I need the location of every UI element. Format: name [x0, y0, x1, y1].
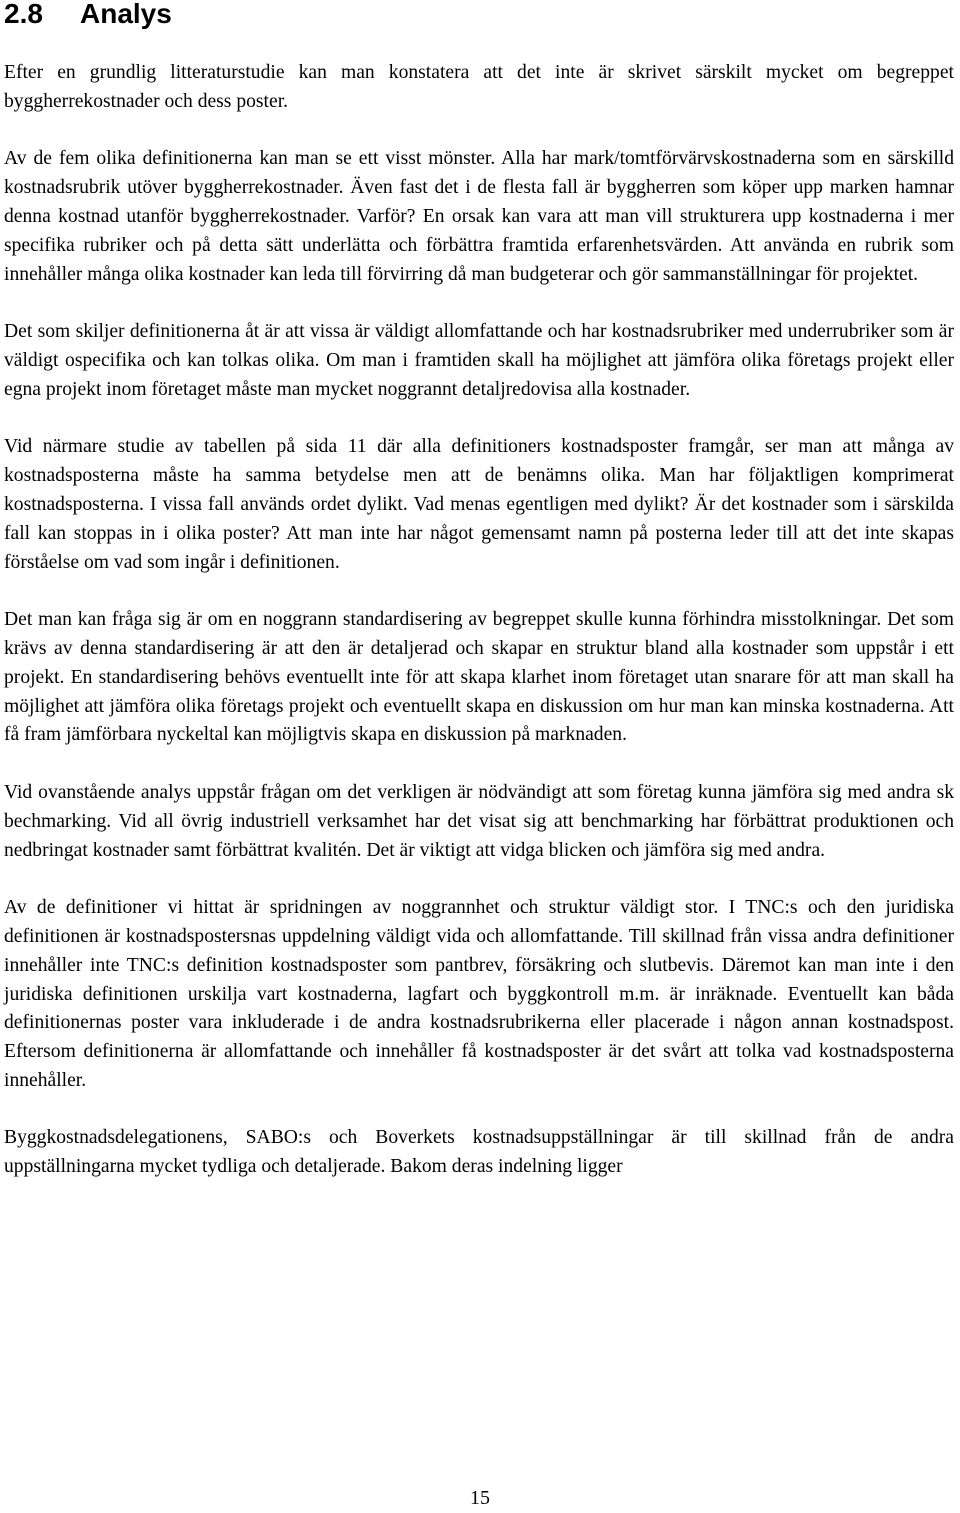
paragraph: Vid ovanstående analys uppstår frågan om det verkligen är nödvändigt att som företag kunna jämföra sig med andra sk bechmarking. Vid all övrig industriell verksamhet har det visat sig att benchmarking har förbättrat produktionen och nedbringat kostnader samt förbättrat kvalitén. Det är viktigt att vidga blicken och jämföra sig med andra. — [4, 781, 954, 861]
paragraph: Av de fem olika definitionerna kan man se ett visst mönster. Alla har mark/tomtförvärvskostnaderna som en särskilld kostnadsrubrik utöver byggherrekostnader. Även fast det i de flesta fall är byggherren som köper upp marken hamnar denna kostnad utanför byggherrekostnader. Varför? En orsak kan vara att man vill strukturera upp kostnaderna i mer specifika rubriker och på detta sätt underlätta och förbättra framtida erfarenhetsvärden. Att använda en rubrik som innehåller många olika kostnader kan leda till förvirring då man budgeterar och gör sammanställningar för projektet. — [4, 148, 954, 285]
body-text — [4, 59, 954, 1211]
paragraph: Det som skiljer definitionerna åt är att vissa är väldigt allomfattande och har kostnadsrubriker med underrubriker som är väldigt ospecifika och kan tolkas olika. Om man i framtiden skall ha möjlighet att jämföra olika företags projekt eller egna projekt inom företaget måste man mycket noggrannt detaljredovisa alla kostnader. — [4, 321, 954, 400]
section-heading — [4, 0, 172, 34]
section-number: 2.8 — [4, 0, 43, 29]
paragraph: Byggkostnadsdelegationens, SABO:s och Boverkets kostnadsuppställningar är till skillnad från de andra uppställningarna mycket tydliga och detaljerade. Bakom deras indelning ligger — [4, 1127, 954, 1178]
paragraph: Det man kan fråga sig är om en noggrann standardisering av begreppet skulle kunna förhindra misstolkningar. Det som krävs av denna standardisering är att den är detaljerad och skapar en struktur bland alla kostnader som uppstår i ett projekt. En standardisering behövs eventuellt inte för att skapa klarhet inom företaget utan snarare för att man skall ha möjlighet att jämföra olika företags projekt och eventuellt skapa en diskussion om hur man kan minska kostnaderna. Att få fram jämförbara nyckeltal kan möjligtvis skapa en diskussion på marknaden. — [4, 609, 954, 746]
section-title: Analys — [80, 0, 172, 29]
paragraph: Av de definitioner vi hittat är spridningen av noggrannhet och struktur väldigt stor. I TNC:s och den juridiska definitionen är kostnadspostersnas uppdelning väldigt vida och allomfattande. Till skillnad från vissa andra definitioner innehåller inte TNC:s definition kostnadsposter som pantbrev, försäkring och slutbevis. Däremot kan man inte i den juridiska definitionen urskilja vart kostnaderna, lagfart och byggkontroll m.m. är inräknade. Eventuellt kan båda definitionernas poster vara inkluderade i de andra kostnadsrubrikerna eller placerade i någon annan kostnadspost. Eftersom definitionerna är allomfattande och innehåller få kostnadsposter är det svårt att tolka vad kostnadsposterna innehåller. — [4, 897, 954, 1091]
page-number: 15 — [470, 1487, 490, 1509]
paragraph: Vid närmare studie av tabellen på sida 11 där alla definitioners kostnadsposter framgår, ser man att många av kostnadsposterna måste ha samma betydelse men att de benämns olika. Man har följaktligen komprimerat kostnadsposterna. I vissa fall används ordet dylikt. Vad menas egentligen med dylikt? Är det kostnader som i särskilda fall kan stoppas in i olika poster? Att man inte har något gemensamt namn på posterna leder till att det inte skapas förståelse om vad som ingår i definitionen. — [4, 436, 954, 573]
paragraph: Efter en grundlig litteraturstudie kan man konstatera att det inte är skrivet särskilt mycket om begreppet byggherrekostnader och dess poster. — [4, 62, 954, 112]
